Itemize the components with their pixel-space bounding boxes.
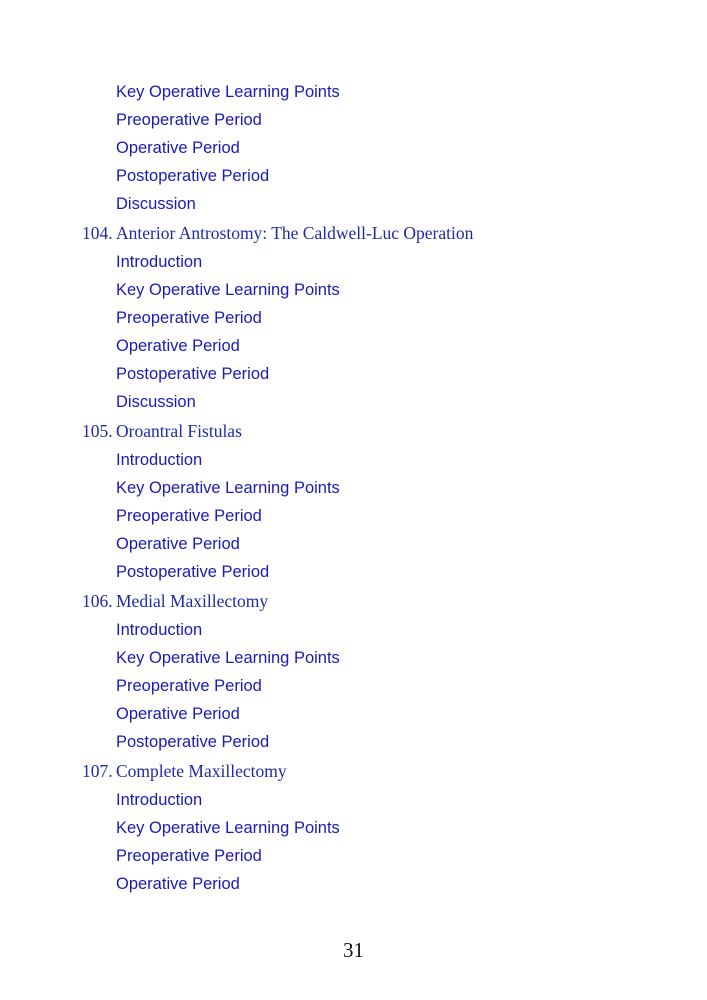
toc-section-link[interactable]: Key Operative Learning Points xyxy=(116,479,340,497)
chapter-number: 107. xyxy=(82,761,113,781)
toc-section-link[interactable]: Key Operative Learning Points xyxy=(116,83,340,101)
toc-section-link[interactable]: Postoperative Period xyxy=(116,167,270,185)
chapter-number: 106. xyxy=(82,591,113,611)
toc-section-link[interactable]: Operative Period xyxy=(116,875,240,893)
toc-section-link[interactable]: Discussion xyxy=(116,195,196,213)
toc-section-link[interactable]: Preoperative Period xyxy=(116,309,262,327)
toc-section-link[interactable]: Postoperative Period xyxy=(116,563,270,581)
chapter-title: Anterior Antrostomy: The Caldwell-Luc Operation xyxy=(116,223,474,243)
chapter-title: Medial Maxillectomy xyxy=(116,591,269,611)
toc-chapter-link[interactable] xyxy=(0,416,707,446)
toc-chapter-link[interactable] xyxy=(0,586,707,616)
toc-section-link[interactable]: Key Operative Learning Points xyxy=(116,649,340,667)
toc-section-link[interactable]: Preoperative Period xyxy=(116,847,262,865)
chapter-number: 104. xyxy=(82,223,113,243)
toc-section-link[interactable]: Introduction xyxy=(116,791,203,809)
toc-section-link[interactable]: Introduction xyxy=(116,451,203,469)
toc-section-link[interactable]: Preoperative Period xyxy=(116,111,262,129)
toc-chapter-link[interactable] xyxy=(0,756,707,786)
toc-chapter-link[interactable] xyxy=(0,218,707,248)
toc-section-link[interactable]: Preoperative Period xyxy=(116,677,262,695)
toc-section-link[interactable]: Introduction xyxy=(116,253,203,271)
toc-section-link[interactable]: Postoperative Period xyxy=(116,365,270,383)
toc-section-link[interactable]: Introduction xyxy=(116,621,203,639)
toc-section-link[interactable]: Operative Period xyxy=(116,337,240,355)
chapter-title: Complete Maxillectomy xyxy=(116,761,287,781)
toc-section-link[interactable]: Postoperative Period xyxy=(116,733,270,751)
toc-section-link[interactable]: Operative Period xyxy=(116,705,240,723)
page-number: 31 xyxy=(343,938,364,962)
toc-section-link[interactable]: Operative Period xyxy=(116,535,240,553)
chapter-number: 105. xyxy=(82,421,113,441)
toc-section-link[interactable]: Discussion xyxy=(116,393,196,411)
toc-section-link[interactable]: Operative Period xyxy=(116,139,240,157)
toc-section-link[interactable]: Preoperative Period xyxy=(116,507,262,525)
table-of-contents xyxy=(0,78,707,898)
toc-section-link[interactable]: Key Operative Learning Points xyxy=(116,819,340,837)
chapter-title: Oroantral Fistulas xyxy=(116,421,242,441)
toc-section-link[interactable]: Key Operative Learning Points xyxy=(116,281,340,299)
